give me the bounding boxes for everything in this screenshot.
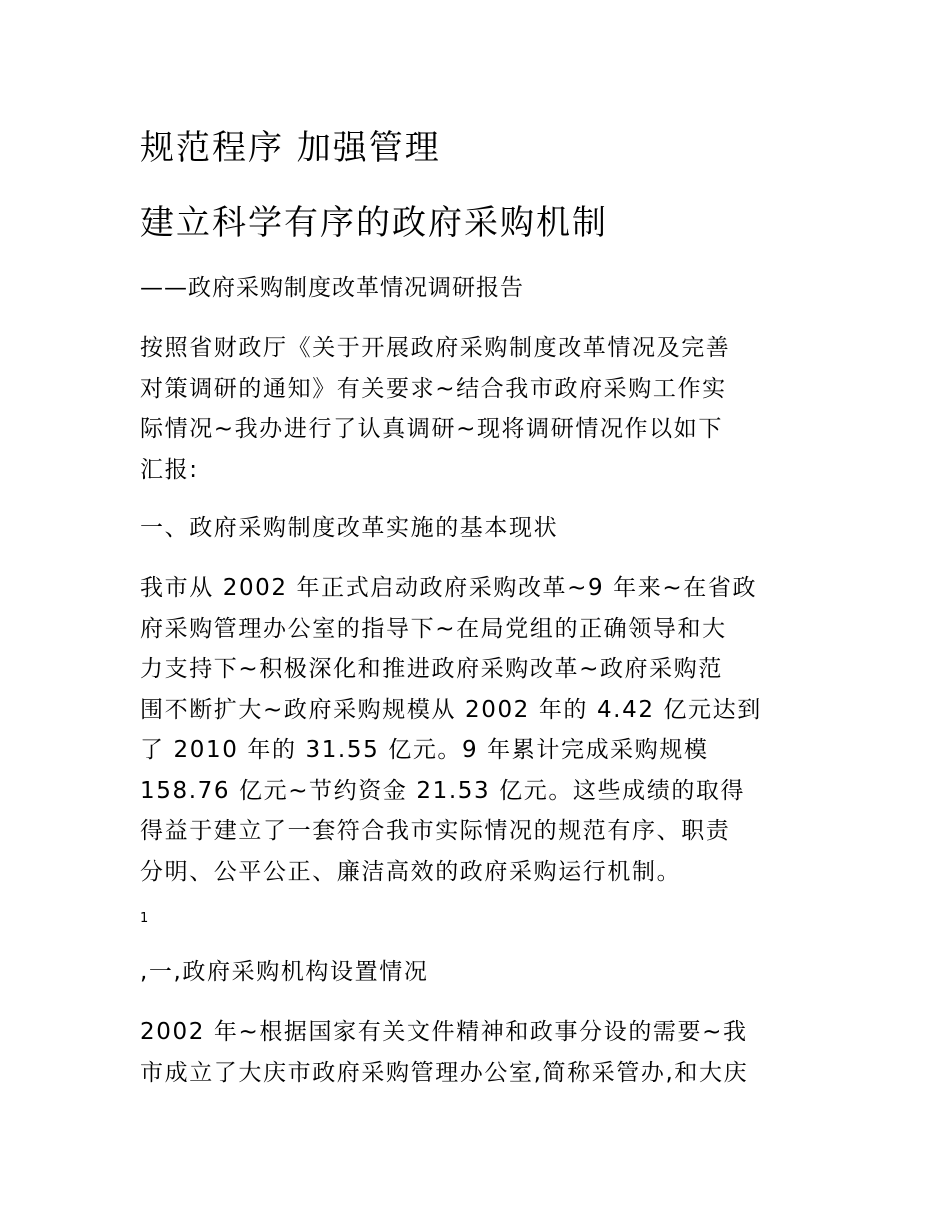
section-paragraph: [140, 568, 820, 892]
paragraph-line: 按照省财政厅《关于开展政府采购制度改革情况及完善: [140, 335, 731, 361]
document-title-line-2: 建立科学有序的政府采购机制: [140, 203, 608, 243]
paragraph-line: 得益于建立了一套符合我市实际情况的规范有序、职责: [140, 818, 731, 844]
paragraph-line: 力支持下~积极深化和推进政府采购改革~政府采购范: [140, 656, 723, 682]
paragraph-line: 了 2010 年的 31.55 亿元。9 年累计完成采购规模: [140, 737, 709, 763]
paragraph-line: 2002 年~根据国家有关文件精神和政事分设的需要~我: [140, 1019, 748, 1045]
paragraph-line: 158.76 亿元~节约资金 21.53 亿元。这些成绩的取得: [140, 777, 746, 804]
page-number: 1: [140, 911, 149, 926]
paragraph-line: 分明、公平公正、廉洁高效的政府采购运行机制。: [140, 858, 682, 885]
paragraph-line: 围不断扩大~政府采购规模从 2002 年的 4.42 亿元达到: [140, 696, 762, 723]
document-title-line-1: 规范程序 加强管理: [140, 128, 441, 168]
section-heading: 一、政府采购制度改革实施的基本现状: [140, 515, 559, 541]
intro-paragraph: [140, 328, 820, 490]
paragraph-line: 对策调研的通知》有关要求~结合我市政府采购工作实: [140, 375, 727, 402]
paragraph-line: 汇报:: [140, 456, 199, 483]
document-subtitle: ——政府采购制度改革情况调研报告: [140, 275, 524, 301]
paragraph-line: 我市从 2002 年正式启动政府采购改革~9 年来~在省政: [140, 575, 758, 601]
paragraph-line: 府采购管理办公室的指导下~在局党组的正确领导和大: [140, 615, 727, 642]
subsection-paragraph: [140, 1012, 820, 1093]
paragraph-line: 际情况~我办进行了认真调研~现将调研情况作以如下: [140, 416, 723, 442]
paragraph-line: 市成立了大庆市政府采购管理办公室,简称采管办,和大庆: [140, 1059, 749, 1086]
subsection-heading: ,一,政府采购机构设置情况: [140, 959, 429, 985]
